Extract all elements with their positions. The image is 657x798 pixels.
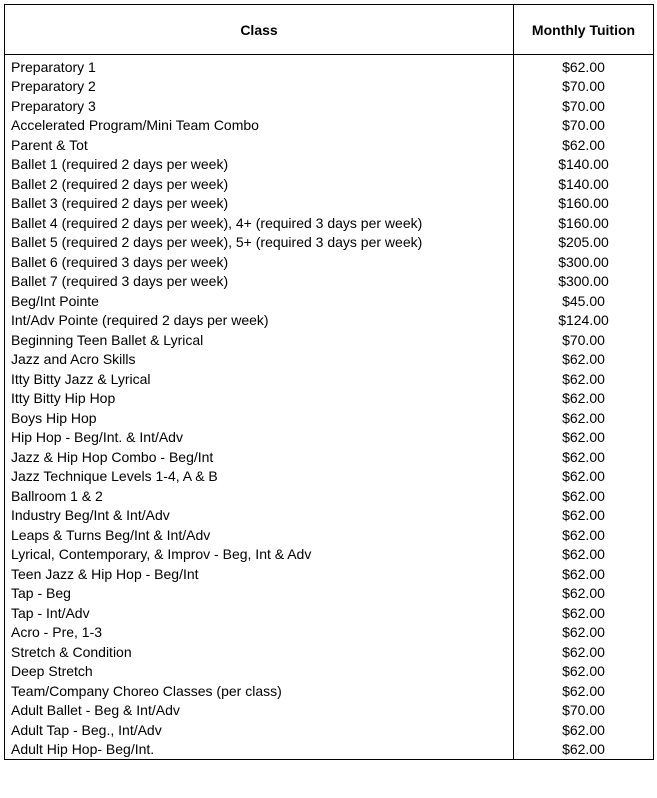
table-row <box>5 447 654 467</box>
monthly-tuition-cell: $62.00 <box>514 428 654 448</box>
class-name-cell: Ballet 5 (required 2 days per week), 5+ (required 3 days per week) <box>5 233 514 253</box>
class-name-cell: Jazz and Acro Skills <box>5 350 514 370</box>
monthly-tuition-cell: $45.00 <box>514 291 654 311</box>
monthly-tuition-cell: $62.00 <box>514 681 654 701</box>
class-name-cell: Ballet 6 (required 3 days per week) <box>5 252 514 272</box>
table-row <box>5 55 654 77</box>
class-name-cell: Parent & Tot <box>5 135 514 155</box>
table-row <box>5 389 654 409</box>
class-name-cell: Tap - Int/Adv <box>5 603 514 623</box>
class-name-cell: Preparatory 3 <box>5 96 514 116</box>
table-row <box>5 623 654 643</box>
monthly-tuition-cell: $62.00 <box>514 467 654 487</box>
table-row <box>5 564 654 584</box>
class-name-cell: Itty Bitty Jazz & Lyrical <box>5 369 514 389</box>
class-name-cell: Adult Hip Hop- Beg/Int. <box>5 740 514 760</box>
class-name-cell: Adult Tap - Beg., Int/Adv <box>5 720 514 740</box>
table-header-row <box>5 5 654 55</box>
table-row <box>5 311 654 331</box>
monthly-tuition-cell: $62.00 <box>514 389 654 409</box>
monthly-tuition-cell: $62.00 <box>514 545 654 565</box>
table-row <box>5 174 654 194</box>
monthly-tuition-cell: $62.00 <box>514 369 654 389</box>
monthly-tuition-cell: $140.00 <box>514 155 654 175</box>
table-row <box>5 642 654 662</box>
table-row <box>5 252 654 272</box>
class-name-cell: Lyrical, Contemporary, & Improv - Beg, Int & Adv <box>5 545 514 565</box>
monthly-tuition-cell: $62.00 <box>514 486 654 506</box>
class-name-cell: Int/Adv Pointe (required 2 days per week) <box>5 311 514 331</box>
monthly-tuition-cell: $300.00 <box>514 252 654 272</box>
monthly-tuition-cell: $62.00 <box>514 662 654 682</box>
monthly-tuition-cell: $124.00 <box>514 311 654 331</box>
monthly-tuition-cell: $300.00 <box>514 272 654 292</box>
class-name-cell: Ballet 1 (required 2 days per week) <box>5 155 514 175</box>
class-name-cell: Preparatory 1 <box>5 55 514 77</box>
tuition-column-header: Monthly Tuition <box>514 5 654 55</box>
class-name-cell: Ballet 4 (required 2 days per week), 4+ (required 3 days per week) <box>5 213 514 233</box>
class-name-cell: Leaps & Turns Beg/Int & Int/Adv <box>5 525 514 545</box>
monthly-tuition-cell: $62.00 <box>514 55 654 77</box>
monthly-tuition-cell: $70.00 <box>514 96 654 116</box>
monthly-tuition-cell: $62.00 <box>514 525 654 545</box>
table-row <box>5 545 654 565</box>
class-name-cell: Team/Company Choreo Classes (per class) <box>5 681 514 701</box>
table-row <box>5 194 654 214</box>
class-name-cell: Ballet 2 (required 2 days per week) <box>5 174 514 194</box>
monthly-tuition-cell: $140.00 <box>514 174 654 194</box>
table-row <box>5 77 654 97</box>
table-row <box>5 291 654 311</box>
class-name-cell: Ballet 3 (required 2 days per week) <box>5 194 514 214</box>
class-name-cell: Beginning Teen Ballet & Lyrical <box>5 330 514 350</box>
table-row <box>5 603 654 623</box>
table-row <box>5 330 654 350</box>
class-name-cell: Stretch & Condition <box>5 642 514 662</box>
class-name-cell: Itty Bitty Hip Hop <box>5 389 514 409</box>
class-name-cell: Beg/Int Pointe <box>5 291 514 311</box>
table-row <box>5 720 654 740</box>
monthly-tuition-cell: $62.00 <box>514 350 654 370</box>
table-row <box>5 369 654 389</box>
monthly-tuition-cell: $62.00 <box>514 447 654 467</box>
monthly-tuition-cell: $62.00 <box>514 740 654 760</box>
class-name-cell: Boys Hip Hop <box>5 408 514 428</box>
table-row <box>5 486 654 506</box>
class-name-cell: Preparatory 2 <box>5 77 514 97</box>
monthly-tuition-cell: $62.00 <box>514 720 654 740</box>
table-row <box>5 681 654 701</box>
monthly-tuition-cell: $70.00 <box>514 77 654 97</box>
class-name-cell: Ballet 7 (required 3 days per week) <box>5 272 514 292</box>
class-name-cell: Deep Stretch <box>5 662 514 682</box>
monthly-tuition-cell: $160.00 <box>514 213 654 233</box>
table-row <box>5 350 654 370</box>
class-name-cell: Industry Beg/Int & Int/Adv <box>5 506 514 526</box>
monthly-tuition-cell: $62.00 <box>514 564 654 584</box>
table-row <box>5 740 654 760</box>
monthly-tuition-cell: $62.00 <box>514 603 654 623</box>
table-row <box>5 701 654 721</box>
class-name-cell: Jazz Technique Levels 1-4, A & B <box>5 467 514 487</box>
class-name-cell: Adult Ballet - Beg & Int/Adv <box>5 701 514 721</box>
table-row <box>5 272 654 292</box>
table-row <box>5 662 654 682</box>
table-row <box>5 506 654 526</box>
monthly-tuition-cell: $70.00 <box>514 116 654 136</box>
class-name-cell: Hip Hop - Beg/Int. & Int/Adv <box>5 428 514 448</box>
table-row <box>5 233 654 253</box>
table-row <box>5 467 654 487</box>
table-body <box>5 55 654 760</box>
table-row <box>5 584 654 604</box>
monthly-tuition-cell: $62.00 <box>514 623 654 643</box>
class-name-cell: Tap - Beg <box>5 584 514 604</box>
monthly-tuition-cell: $205.00 <box>514 233 654 253</box>
tuition-table <box>4 4 654 760</box>
table-row <box>5 428 654 448</box>
monthly-tuition-cell: $70.00 <box>514 330 654 350</box>
monthly-tuition-cell: $62.00 <box>514 584 654 604</box>
monthly-tuition-cell: $62.00 <box>514 408 654 428</box>
table-row <box>5 213 654 233</box>
monthly-tuition-cell: $62.00 <box>514 506 654 526</box>
table-row <box>5 116 654 136</box>
table-row <box>5 155 654 175</box>
class-column-header: Class <box>5 5 514 55</box>
monthly-tuition-cell: $62.00 <box>514 135 654 155</box>
class-name-cell: Accelerated Program/Mini Team Combo <box>5 116 514 136</box>
monthly-tuition-cell: $160.00 <box>514 194 654 214</box>
class-name-cell: Jazz & Hip Hop Combo - Beg/Int <box>5 447 514 467</box>
table-row <box>5 408 654 428</box>
table-row <box>5 525 654 545</box>
table-row <box>5 135 654 155</box>
class-name-cell: Acro - Pre, 1-3 <box>5 623 514 643</box>
class-name-cell: Ballroom 1 & 2 <box>5 486 514 506</box>
monthly-tuition-cell: $70.00 <box>514 701 654 721</box>
class-name-cell: Teen Jazz & Hip Hop - Beg/Int <box>5 564 514 584</box>
monthly-tuition-cell: $62.00 <box>514 642 654 662</box>
table-row <box>5 96 654 116</box>
